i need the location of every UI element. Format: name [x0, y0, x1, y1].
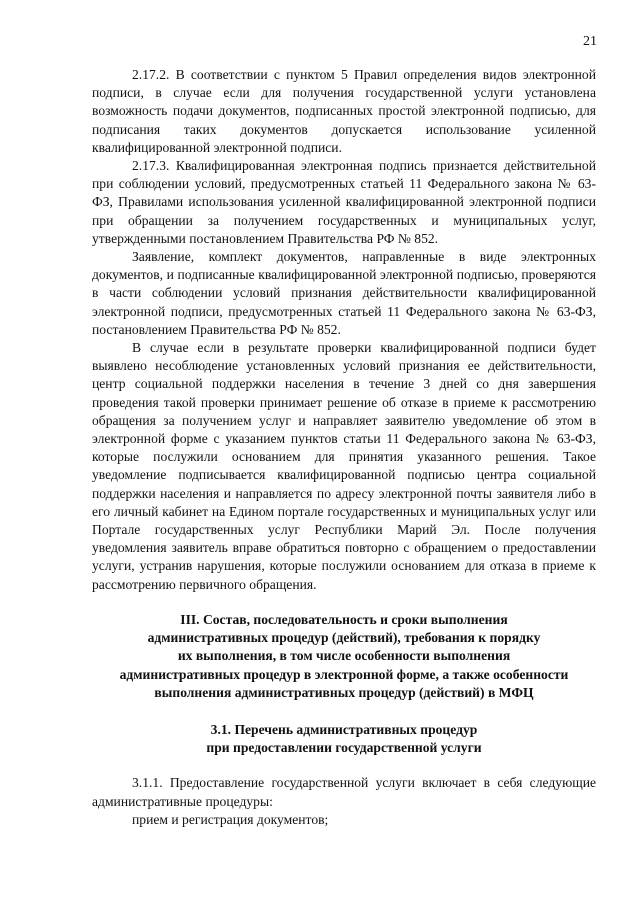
list-item-reception: прием и регистрация документов;	[132, 811, 329, 827]
subsection-heading-3-1: 3.1. Перечень административных процедур при предоставлении государственной услуги	[206, 721, 482, 756]
page-number: 21	[583, 34, 597, 49]
paragraph-2-17-3: 2.17.3. Квалифицированная электронная подпись признается действительной при соблюдении условий, предусмотренных статьей 11 Федерального закона № 63-ФЗ, Правилами использования усиленной квалифицированной электронной подписи при обращении за получением государственных и муниципальных услуг, утвержденными постановлением Правительства РФ № 852.	[92, 158, 596, 246]
paragraph-rejection-notice: В случае если в результате проверки квалифицированной подписи будет выявлено несоблюдение установленных условий признания ее действительности, центр социальной поддержки населения в течение 3 дней со дня завершения проведения такой проверки принимает решение об отказе в приеме к рассмотрению обращения за получением услуг и направляет заявителю уведомление об этом в электронной форме с указанием пунктов статьи 11 Федерального закона № 63-ФЗ, которые послужили основанием для принятия указанного решения. Такое уведомление подписывается квалифицированной подписью центра социальной поддержки населения и направляется по адресу электронной почты заявителя либо в его личный кабинет на Едином портале государственных и муниципальных услуг или Портале государственных услуг Республики Марий Эл. После получения уведомления заявитель вправе обратиться повторно с обращением о предоставлении услуги, устранив нарушения, которые послужили основанием для отказа в приеме к рассмотрению первичного обращения.	[92, 340, 596, 592]
paragraph-application-check: Заявление, комплект документов, направленные в виде электронных документов, и подписанные квалифицированной электронной подписью, проверяются в части соблюдении условий признания действительности квалифицированной электронной подписи, предусмотренных статьей 11 Федерального закона № 63-ФЗ, постановлением Правительства РФ № 852.	[92, 249, 596, 337]
section-heading-iii: III. Состав, последовательность и сроки выполнения административных процедур (действий), требования к порядку их выполнения, в том числе особенности выполнения административных процедур в электронной форме, а также особенности выполнения административных процедур (действий) в МФЦ	[119, 611, 569, 700]
paragraph-2-17-2: 2.17.2. В соответствии с пунктом 5 Правил определения видов электронной подписи, в случае если для получения государственной услуги установлена возможность подачи документов, подписанных простой электронной подписью, для подписания таких документов допускается использование усиленной квалифицированной электронной подписи.	[92, 67, 596, 155]
document-body	[92, 66, 596, 829]
paragraph-3-1-1: 3.1.1. Предоставление государственной услуги включает в себя следующие административные процедуры:	[92, 775, 596, 809]
